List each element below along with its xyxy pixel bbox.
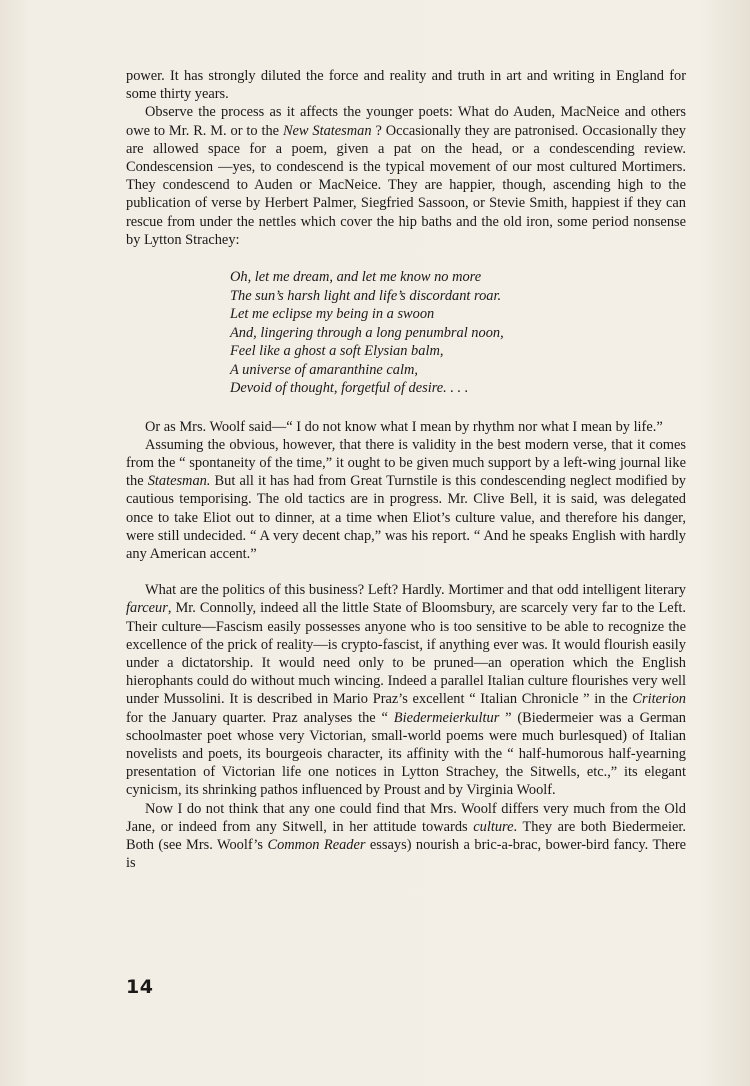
poem-line-3: Let me eclipse my being in a swoon [230,306,435,323]
italic-phrase: Criterion [632,691,686,708]
italic-phrase: New Statesman [282,122,372,139]
poem-line-2: The sun’s harsh light and life’s discordant roar. [230,287,502,304]
poem-line-1: Oh, let me dream, and let me know no more [230,269,482,286]
poem-quotation [230,268,686,398]
paragraph-6: Now I do not think that any one could find that Mrs. Woolf differs very much from the Old Jane, or indeed from any Sitwell, in her attitude towards culture. They are both Biedermeier. Both (see Mrs. Woolf’s Common Reader essays) nourish a bric-a-brac, bower-bird fancy. There is [126,800,686,872]
paragraph-1: power. It has strongly diluted the force and reality and truth in art and writing in England for some thirty years. [126,68,686,103]
italic-phrase: Statesman. [147,473,211,490]
page-number: 14 [126,976,154,998]
italic-phrase: Common Reader [267,837,366,853]
italic-phrase: culture [473,818,514,835]
paragraph-3: Or as Mrs. Woolf said—“ I do not know what I mean by rhythm nor what I mean by life.” [145,418,663,435]
poem-line-7: Devoid of thought, forgetful of desire. . . . [230,380,469,397]
paragraph-2: Observe the process as it affects the younger poets: What do Auden, MacNeice and others owe to Mr. R. M. or to the New Statesman ? Occasionally they are patronised. Occasionally they are allowed space for a poem, given a pat on the head, or a condescending review. Condescension —yes, to condescend is the typical movement of our most cultured Mortimers. They condescend to Auden or MacNeice. They are happier, though, ascending high to the publication of verse by Herbert Palmer, Siegfried Sassoon, or Stevie Smith, happiest if they can rescue from under the nettles which cover the hip baths and the old iron, some period nonsense by Lytton Strachey: [126,104,686,248]
italic-phrase: farceur [126,600,168,617]
italic-phrase: Biedermeierkultur [393,709,500,726]
paragraph-5: What are the politics of this business? Left? Hardly. Mortimer and that odd intelligent literary farceur, Mr. Connolly, indeed all the little State of Bloomsbury, are scarcely very far to the Left. Their culture—Fascism easily possesses anyone who is too sensitive to be able to recognize the excellence of the prick of reality—is crypto-fascist, if anything ever was. It would flourish easily under a dictatorship. It would need only to be pruned—an operation which the English hierophants could do without much wincing. Indeed a parallel Italian culture flourishes very well under Mussolini. It is described in Mario Praz’s excellent “ Italian Chronicle ” in the Criterion for the January quarter. Praz analyses the “ Biedermeierkultur ” (Biedermeier was a German schoolmaster poet whose very Victorian, small-world poems were much burlesqued) of Italian novelists and poets, its bourgeois character, its affinity with the “ half-humorous half-yearning presentation of Victorian life one notices in Lytton Strachey, the Sitwells, etc.,” its elegant cynicism, its shrinking pathos influenced by Proust and by Virginia Woolf. [126,582,686,799]
body-text [126,67,686,872]
paragraph-4: Assuming the obvious, however, that there is validity in the best modern verse, that it comes from the “ spontaneity of the time,” it ought to be given much support by a left-wing journal like the Statesman. But all it has had from Great Turnstile is this condescending neglect modified by cautious temporising. The old tactics are in progress. Mr. Clive Bell, it is said, was delegated once to take Eliot out to dinner, at a time when Eliot’s culture value, and therefore his danger, were still undecided. “ A very decent chap,” was his report. “ And he speaks English with hardly any American accent.” [126,436,686,562]
poem-line-5: Feel like a ghost a soft Elysian balm, [230,343,444,360]
poem-line-6: A universe of amaranthine calm, [230,361,418,378]
poem-line-4: And, lingering through a long penumbral noon, [230,324,504,341]
